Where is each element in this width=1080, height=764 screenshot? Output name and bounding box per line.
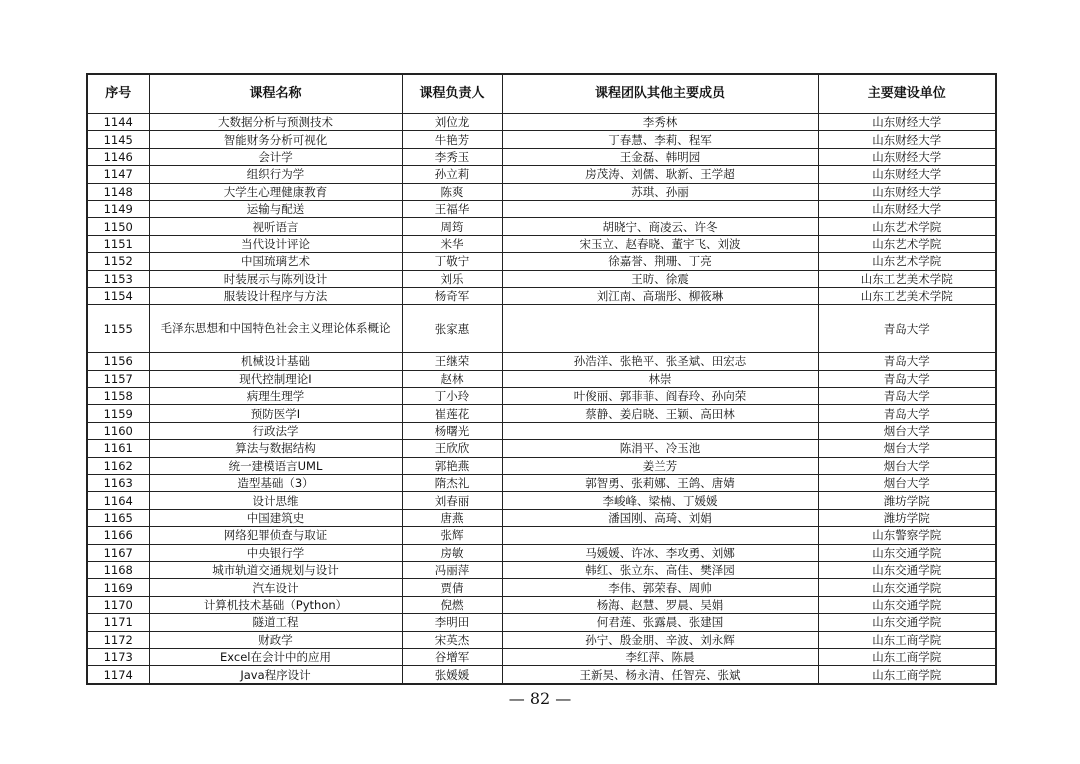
cell-course-name: 隧道工程 <box>149 614 402 631</box>
table-row <box>87 183 996 200</box>
cell-seq: 1158 <box>87 388 149 405</box>
table-row <box>87 353 996 370</box>
cell-course-name: 预防医学I <box>149 405 402 422</box>
cell-seq: 1164 <box>87 492 149 509</box>
table-row <box>87 287 996 304</box>
cell-course-name: 大数据分析与预测技术 <box>149 114 402 131</box>
cell-course-name: 城市轨道交通规划与设计 <box>149 561 402 578</box>
cell-leader: 杨曙光 <box>402 422 502 439</box>
cell-leader: 冯丽萍 <box>402 561 502 578</box>
table-row <box>87 270 996 287</box>
table-row <box>87 544 996 561</box>
cell-course-name: 机械设计基础 <box>149 353 402 370</box>
cell-unit: 青岛大学 <box>818 405 996 422</box>
cell-course-name: Java程序设计 <box>149 666 402 684</box>
cell-members: 郭智勇、张莉娜、王鸽、唐婧 <box>502 475 818 492</box>
cell-unit: 山东财经大学 <box>818 114 996 131</box>
cell-seq: 1168 <box>87 561 149 578</box>
header-row <box>87 74 996 114</box>
cell-seq: 1172 <box>87 631 149 648</box>
cell-members: 李红萍、陈晨 <box>502 648 818 665</box>
cell-seq: 1167 <box>87 544 149 561</box>
cell-leader: 丁小玲 <box>402 388 502 405</box>
cell-members <box>502 305 818 353</box>
cell-leader: 张家惠 <box>402 305 502 353</box>
cell-unit: 山东财经大学 <box>818 131 996 148</box>
cell-seq: 1163 <box>87 475 149 492</box>
table-row <box>87 666 996 684</box>
cell-leader: 宋英杰 <box>402 631 502 648</box>
header-leader: 课程负责人 <box>402 74 502 114</box>
cell-seq: 1154 <box>87 287 149 304</box>
cell-seq: 1156 <box>87 353 149 370</box>
cell-course-name: Excel在会计中的应用 <box>149 648 402 665</box>
cell-seq: 1152 <box>87 253 149 270</box>
header-members: 课程团队其他主要成员 <box>502 74 818 114</box>
cell-members <box>502 200 818 217</box>
cell-leader: 刘春丽 <box>402 492 502 509</box>
cell-members: 宋玉立、赵春晓、董宇飞、刘波 <box>502 235 818 252</box>
table-row <box>87 131 996 148</box>
cell-members: 林崇 <box>502 370 818 387</box>
table-body <box>87 114 996 684</box>
cell-members: 陈涓平、冷玉池 <box>502 440 818 457</box>
cell-unit: 山东交通学院 <box>818 596 996 613</box>
table-row <box>87 405 996 422</box>
cell-unit: 山东工商学院 <box>818 666 996 684</box>
cell-members: 马媛媛、许冰、李攻勇、刘娜 <box>502 544 818 561</box>
cell-leader: 杨奇军 <box>402 287 502 304</box>
table-row <box>87 305 996 353</box>
table-row <box>87 253 996 270</box>
cell-seq: 1169 <box>87 579 149 596</box>
cell-unit: 潍坊学院 <box>818 509 996 526</box>
cell-course-name: 组织行为学 <box>149 166 402 183</box>
cell-seq: 1157 <box>87 370 149 387</box>
cell-seq: 1173 <box>87 648 149 665</box>
cell-members: 叶俊丽、郭菲菲、阎春玲、孙向荣 <box>502 388 818 405</box>
cell-leader: 张辉 <box>402 527 502 544</box>
cell-seq: 1174 <box>87 666 149 684</box>
cell-course-name: 中国建筑史 <box>149 509 402 526</box>
cell-leader: 王继荣 <box>402 353 502 370</box>
cell-leader: 牛艳芳 <box>402 131 502 148</box>
cell-seq: 1150 <box>87 218 149 235</box>
cell-course-name: 病理生理学 <box>149 388 402 405</box>
header-unit: 主要建设单位 <box>818 74 996 114</box>
cell-leader: 房敏 <box>402 544 502 561</box>
cell-seq: 1145 <box>87 131 149 148</box>
cell-leader: 王福华 <box>402 200 502 217</box>
cell-members: 孙宁、殷金朋、辛波、刘永辉 <box>502 631 818 648</box>
table-row <box>87 492 996 509</box>
cell-unit: 青岛大学 <box>818 370 996 387</box>
cell-course-name: 时装展示与陈列设计 <box>149 270 402 287</box>
cell-unit: 山东交通学院 <box>818 544 996 561</box>
cell-course-name: 服装设计程序与方法 <box>149 287 402 304</box>
table-row <box>87 631 996 648</box>
cell-unit: 潍坊学院 <box>818 492 996 509</box>
cell-members: 丁春慧、李莉、程军 <box>502 131 818 148</box>
table-row <box>87 218 996 235</box>
table-row <box>87 561 996 578</box>
header-seq: 序号 <box>87 74 149 114</box>
cell-unit: 山东警察学院 <box>818 527 996 544</box>
cell-seq: 1149 <box>87 200 149 217</box>
cell-seq: 1171 <box>87 614 149 631</box>
cell-seq: 1160 <box>87 422 149 439</box>
cell-seq: 1151 <box>87 235 149 252</box>
cell-members: 刘江南、高瑞彤、柳筱琳 <box>502 287 818 304</box>
cell-course-name: 行政法学 <box>149 422 402 439</box>
cell-course-name: 网络犯罪侦查与取证 <box>149 527 402 544</box>
cell-course-name: 毛泽东思想和中国特色社会主义理论体系概论 <box>149 305 402 353</box>
table-row <box>87 422 996 439</box>
cell-members <box>502 527 818 544</box>
cell-leader: 贾倩 <box>402 579 502 596</box>
cell-members: 王昉、徐震 <box>502 270 818 287</box>
cell-course-name: 设计思维 <box>149 492 402 509</box>
cell-course-name: 现代控制理论I <box>149 370 402 387</box>
table-row <box>87 527 996 544</box>
header-course-name: 课程名称 <box>149 74 402 114</box>
cell-leader: 王欣欣 <box>402 440 502 457</box>
cell-unit: 山东财经大学 <box>818 200 996 217</box>
cell-leader: 李秀玉 <box>402 148 502 165</box>
cell-leader: 周筠 <box>402 218 502 235</box>
cell-leader: 赵林 <box>402 370 502 387</box>
table-row <box>87 596 996 613</box>
cell-unit: 烟台大学 <box>818 440 996 457</box>
cell-leader: 孙立莉 <box>402 166 502 183</box>
cell-unit: 山东财经大学 <box>818 166 996 183</box>
cell-seq: 1155 <box>87 305 149 353</box>
cell-members: 王金磊、韩明园 <box>502 148 818 165</box>
cell-leader: 李明田 <box>402 614 502 631</box>
cell-unit: 山东艺术学院 <box>818 218 996 235</box>
cell-seq: 1144 <box>87 114 149 131</box>
cell-course-name: 会计学 <box>149 148 402 165</box>
cell-leader: 刘乐 <box>402 270 502 287</box>
cell-unit: 山东交通学院 <box>818 614 996 631</box>
cell-seq: 1162 <box>87 457 149 474</box>
table-row <box>87 509 996 526</box>
cell-course-name: 大学生心理健康教育 <box>149 183 402 200</box>
cell-leader: 郭艳燕 <box>402 457 502 474</box>
cell-leader: 米华 <box>402 235 502 252</box>
cell-members: 姜兰芳 <box>502 457 818 474</box>
cell-leader: 崔莲花 <box>402 405 502 422</box>
cell-unit: 山东财经大学 <box>818 148 996 165</box>
cell-unit: 山东工艺美术学院 <box>818 270 996 287</box>
cell-members: 蔡静、姜启晓、王颖、高田林 <box>502 405 818 422</box>
cell-unit: 青岛大学 <box>818 353 996 370</box>
cell-members: 韩红、张立东、高佳、樊泽园 <box>502 561 818 578</box>
cell-unit: 青岛大学 <box>818 305 996 353</box>
cell-seq: 1166 <box>87 527 149 544</box>
cell-course-name: 造型基础（3） <box>149 475 402 492</box>
cell-course-name: 当代设计评论 <box>149 235 402 252</box>
cell-unit: 山东交通学院 <box>818 561 996 578</box>
table-row <box>87 614 996 631</box>
cell-members: 李伟、郭荣春、周帅 <box>502 579 818 596</box>
cell-course-name: 计算机技术基础（Python） <box>149 596 402 613</box>
cell-members: 苏琪、孙丽 <box>502 183 818 200</box>
cell-members: 房茂涛、刘儒、耿新、王学超 <box>502 166 818 183</box>
cell-leader: 隋杰礼 <box>402 475 502 492</box>
cell-members: 王新昊、杨永清、任智亮、张斌 <box>502 666 818 684</box>
table-row <box>87 440 996 457</box>
table-row <box>87 475 996 492</box>
cell-course-name: 财政学 <box>149 631 402 648</box>
cell-unit: 山东艺术学院 <box>818 235 996 252</box>
table-row <box>87 388 996 405</box>
cell-members: 孙浩洋、张艳平、张圣斌、田宏志 <box>502 353 818 370</box>
cell-unit: 烟台大学 <box>818 457 996 474</box>
cell-unit: 烟台大学 <box>818 475 996 492</box>
table-row <box>87 166 996 183</box>
cell-seq: 1165 <box>87 509 149 526</box>
cell-seq: 1170 <box>87 596 149 613</box>
cell-members: 徐嘉誉、荆珊、丁亮 <box>502 253 818 270</box>
cell-leader: 丁敬宁 <box>402 253 502 270</box>
cell-seq: 1147 <box>87 166 149 183</box>
cell-unit: 山东财经大学 <box>818 183 996 200</box>
table-row <box>87 579 996 596</box>
cell-leader: 谷增军 <box>402 648 502 665</box>
cell-leader: 唐燕 <box>402 509 502 526</box>
course-table <box>86 73 997 685</box>
cell-course-name: 智能财务分析可视化 <box>149 131 402 148</box>
cell-members: 胡晓宁、商凌云、许冬 <box>502 218 818 235</box>
cell-seq: 1161 <box>87 440 149 457</box>
cell-unit: 山东工艺美术学院 <box>818 287 996 304</box>
table-row <box>87 370 996 387</box>
cell-course-name: 中央银行学 <box>149 544 402 561</box>
cell-members: 杨海、赵慧、罗晨、吴娟 <box>502 596 818 613</box>
cell-unit: 烟台大学 <box>818 422 996 439</box>
table-row <box>87 457 996 474</box>
page-number: — 82 — <box>508 689 572 708</box>
table-row <box>87 148 996 165</box>
table-row <box>87 235 996 252</box>
cell-seq: 1148 <box>87 183 149 200</box>
cell-members: 李秀林 <box>502 114 818 131</box>
cell-course-name: 汽车设计 <box>149 579 402 596</box>
cell-members: 李峻峰、梁楠、丁媛媛 <box>502 492 818 509</box>
cell-leader: 张媛媛 <box>402 666 502 684</box>
cell-unit: 山东工商学院 <box>818 648 996 665</box>
cell-leader: 陈爽 <box>402 183 502 200</box>
cell-seq: 1146 <box>87 148 149 165</box>
cell-course-name: 视听语言 <box>149 218 402 235</box>
cell-unit: 青岛大学 <box>818 388 996 405</box>
cell-unit: 山东艺术学院 <box>818 253 996 270</box>
cell-course-name: 算法与数据结构 <box>149 440 402 457</box>
cell-course-name: 运输与配送 <box>149 200 402 217</box>
cell-leader: 倪燃 <box>402 596 502 613</box>
cell-course-name: 中国琉璃艺术 <box>149 253 402 270</box>
table-row <box>87 648 996 665</box>
cell-members <box>502 422 818 439</box>
cell-unit: 山东交通学院 <box>818 579 996 596</box>
table-row <box>87 114 996 131</box>
table-row <box>87 200 996 217</box>
cell-seq: 1153 <box>87 270 149 287</box>
cell-members: 何君莲、张露晨、张建国 <box>502 614 818 631</box>
cell-members: 潘国刚、高琦、刘娟 <box>502 509 818 526</box>
cell-course-name: 统一建模语言UML <box>149 457 402 474</box>
cell-unit: 山东工商学院 <box>818 631 996 648</box>
cell-leader: 刘位龙 <box>402 114 502 131</box>
cell-seq: 1159 <box>87 405 149 422</box>
